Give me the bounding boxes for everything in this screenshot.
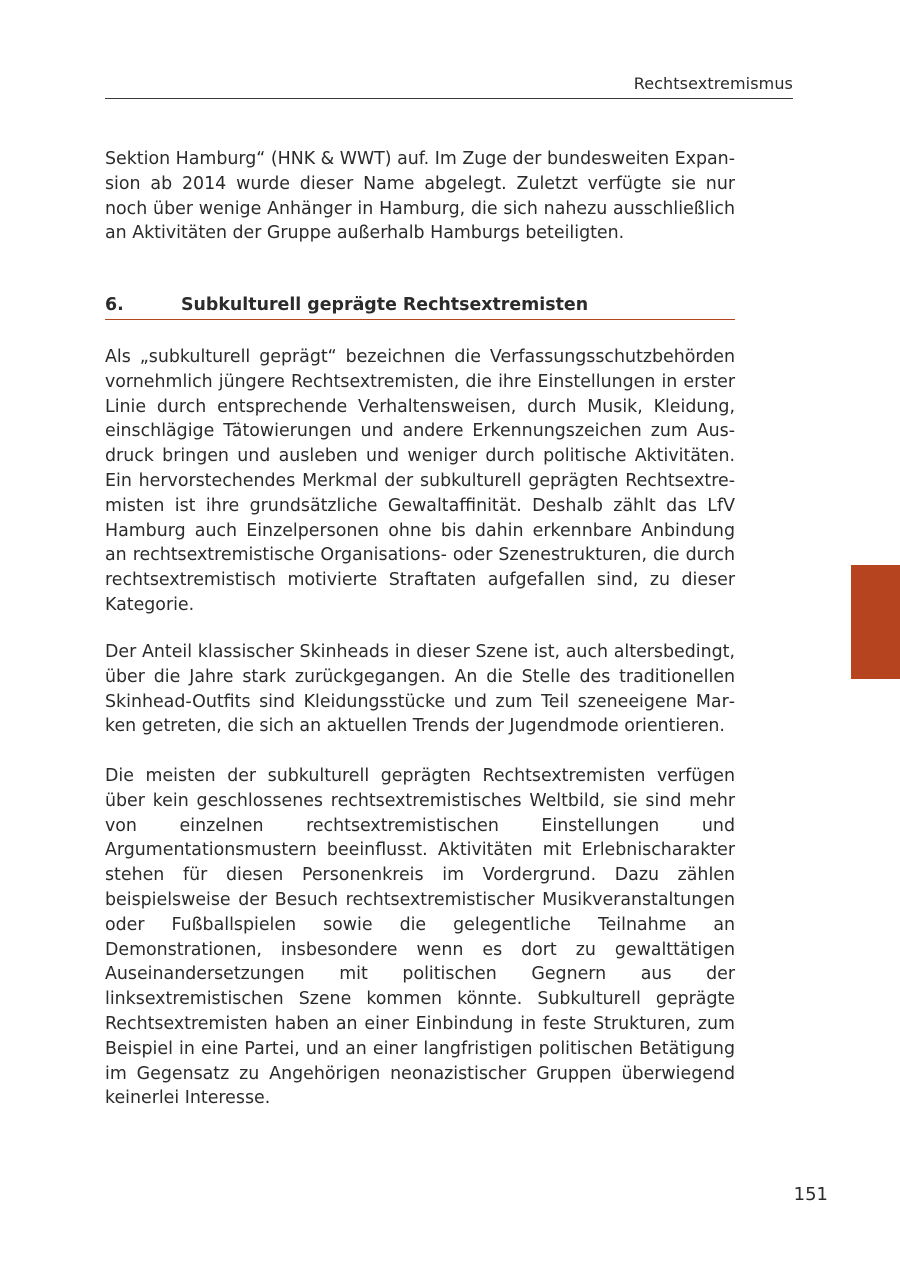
page-number: 151	[793, 1184, 828, 1205]
body-paragraph-2: Der Anteil klassischer Skinheads in dieser Szene ist, auch altersbedingt, über die Jahre stark zurückgegangen. An die Stelle des traditionellen Skinhead-Outfits sind Kleidungsstücke und zum Teil szeneeigene Marken getreten, die sich an aktuellen Trends der Jugendmode orientieren.	[105, 642, 735, 737]
body-paragraph-1: Als „subkulturell geprägt“ bezeichnen die Verfassungsschutzbehörden vornehmlich jüngere Rechtsextremisten, die ihre Einstellungen in erster Linie durch entsprechende Verhaltensweisen, durch Musik, Kleidung, einschlägige Tätowierungen und andere Erkennungszeichen zum Ausdruck bringen und ausleben und weniger durch politische Aktivitäten. Ein hervorstechendes Merkmal der subkulturell geprägten Rechtsextremisten ist ihre grundsätzliche Gewaltaffinität. Deshalb zählt das LfV Hamburg auch Einzelpersonen ohne bis dahin erkennbare Anbindung an rechtsextremistische Organisations- oder Szenestrukturen, die durch rechtsextremistisch motivierte Straftaten aufgefallen sind, zu dieser Kategorie.	[105, 347, 735, 615]
chapter-tab-marker	[851, 565, 900, 679]
running-header	[105, 74, 793, 99]
running-header-title: Rechtsextremismus	[633, 74, 793, 93]
section-title: Subkulturell geprägte Rechtsextremisten	[181, 295, 589, 315]
section-number: 6.	[105, 295, 124, 315]
intro-paragraph: Sektion Hamburg“ (HNK & WWT) auf. Im Zuge der bundesweiten Expansion ab 2014 wurde dieser Name abgelegt. Zuletzt verfügte sie nur noch über wenige Anhänger in Hamburg, die sich nahezu ausschließlich an Aktivitäten der Gruppe außerhalb Hamburgs beteiligten.	[105, 149, 735, 244]
section-heading	[105, 293, 735, 320]
body-paragraph-3: Die meisten der subkulturell geprägten Rechtsextremisten verfügen über kein geschlossenes rechtsextremistisches Weltbild, sie sind mehr von einzelnen rechtsextremistischen Einstellungen und Argumentationsmustern beeinflusst. Aktivitäten mit Erlebnischarakter stehen für diesen Personenkreis im Vordergrund. Dazu zählen beispielsweise der Besuch rechtsextremistischer Musikveranstaltungen oder Fußballspielen sowie die gelegentliche Teilnahme an Demonstrationen, insbesondere wenn es dort zu gewalttätigen Auseinandersetzungen mit politischen Gegnern aus der linksextremistischen Szene kommen könnte. Subkulturell geprägte Rechtsextremisten haben an einer Einbindung in feste Strukturen, zum Beispiel in eine Partei, und an einer langfristigen politischen Betätigung im Gegensatz zu Angehörigen neonazistischer Gruppen überwiegend keinerlei Interesse.	[105, 766, 735, 1109]
